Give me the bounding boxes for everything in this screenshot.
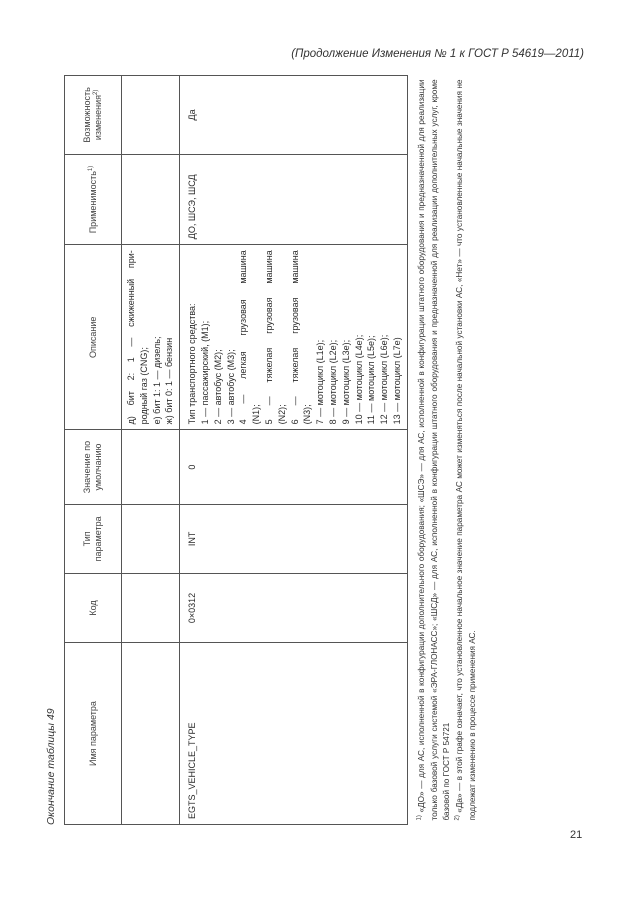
- table-row: [180, 76, 408, 825]
- description-line: 1 — пассажирский, (M1);: [199, 320, 210, 425]
- cell-empty: [122, 643, 180, 825]
- cell-applicability: ДО, ШСЭ, ШСД: [180, 154, 408, 244]
- description-line: 10 — мотоцикл (L4e);: [353, 334, 364, 425]
- description-line: 7 — мотоцикл (L1e);: [315, 339, 326, 425]
- cell-code: 0×0312: [180, 573, 408, 642]
- description-line: е) бит 1: 1 — дизель;: [151, 336, 162, 425]
- footnote-mark: 1): [416, 815, 422, 821]
- table-footnotes-row: [407, 76, 479, 825]
- description-line: (N2);: [276, 404, 287, 425]
- footnote: [454, 80, 480, 821]
- description-line: 4 — легкая грузовая машина: [238, 250, 249, 425]
- cell-empty: [122, 76, 180, 155]
- page-header: (Продолжение Изменения № 1 к ГОСТ Р 54619—2011): [291, 48, 584, 60]
- cell-empty: [122, 573, 180, 642]
- cell-description: [180, 245, 408, 430]
- cell-empty: [122, 154, 180, 244]
- description-line: 12 — мотоцикл (L6e);: [379, 334, 390, 425]
- table-footnotes: [407, 76, 479, 825]
- footnote: [416, 80, 454, 821]
- rotated-table-page: [45, 75, 477, 825]
- description-line: д) бит 2: 1 — сжиженный при-: [126, 250, 136, 425]
- table-row-continuation: [122, 76, 180, 825]
- table-header-row: [65, 76, 122, 825]
- description-line: 6 — тяжелая грузовая машина: [289, 250, 300, 425]
- col-header-default: Значение по умолчанию: [65, 430, 122, 504]
- description-line: ж) бит 0: 1 — бензин: [164, 337, 175, 425]
- description-line: родный газ (CNG);: [138, 347, 149, 425]
- footnote-text: «ДО» — для АС, исполненной в конфигурации дополнительного оборудования; «ШСЭ» — для АС, исполненной в конфигурации штатного оборудования и предназначенной для реализации только базовой услуги системой «ЭРА-ГЛОНАСС»; «ШСД» — для АС, исполненной в конфигурации штатного оборудования и предназначенной для реализации дополнительных услуг, кроме базовой по ГОСТ Р 54721: [416, 79, 452, 821]
- table-caption: Окончание таблицы 49: [45, 708, 57, 825]
- description-line: 9 — мотоцикл (L3e);: [340, 339, 351, 425]
- cell-empty: [122, 504, 180, 573]
- col-header-changeable: Возможность изменения$^{2)}$: [65, 76, 122, 155]
- cell-description-continuation: [122, 245, 180, 430]
- footnote-mark: 2): [454, 815, 461, 821]
- description-line: 8 — мотоцикл (L2e);: [327, 339, 338, 425]
- description-line: 3 — автобус (M3);: [225, 349, 236, 425]
- description-line: (N3);: [302, 404, 313, 425]
- col-header-code: Код: [65, 573, 122, 642]
- col-header-description: Описание: [65, 245, 122, 430]
- description-line: Тип транспортного средства:: [187, 303, 198, 425]
- description-line: (N1);: [251, 404, 262, 425]
- page-number: 21: [570, 829, 583, 841]
- description-line: 13 — мотоцикл (L7e): [391, 337, 402, 425]
- cell-default: 0: [180, 430, 408, 504]
- description-line: 5 — тяжелая грузовая машина: [263, 250, 274, 425]
- description-line: 11 — мотоцикл (L5e);: [366, 335, 377, 425]
- description-line: 2 — автобус (M2);: [212, 349, 223, 425]
- parameters-table: [64, 75, 480, 825]
- col-header-name: Имя параметра: [65, 643, 122, 825]
- footnote-text: «Да» — в этой графе означает, что установленное начальное значение параметра АС может изменяться после начальной установки АС, «Нет» — что установленные начальные значения не подлежат изменению в процессе применения АС.: [455, 79, 477, 821]
- cell-changeable: Да: [180, 76, 408, 155]
- col-header-type: Тип параметра: [65, 504, 122, 573]
- cell-type: INT: [180, 504, 408, 573]
- cell-param-name: EGTS_VEHICLE_TYPE: [180, 643, 408, 825]
- col-header-applicability: Применимость$^{1)}$: [65, 154, 122, 244]
- cell-empty: [122, 430, 180, 504]
